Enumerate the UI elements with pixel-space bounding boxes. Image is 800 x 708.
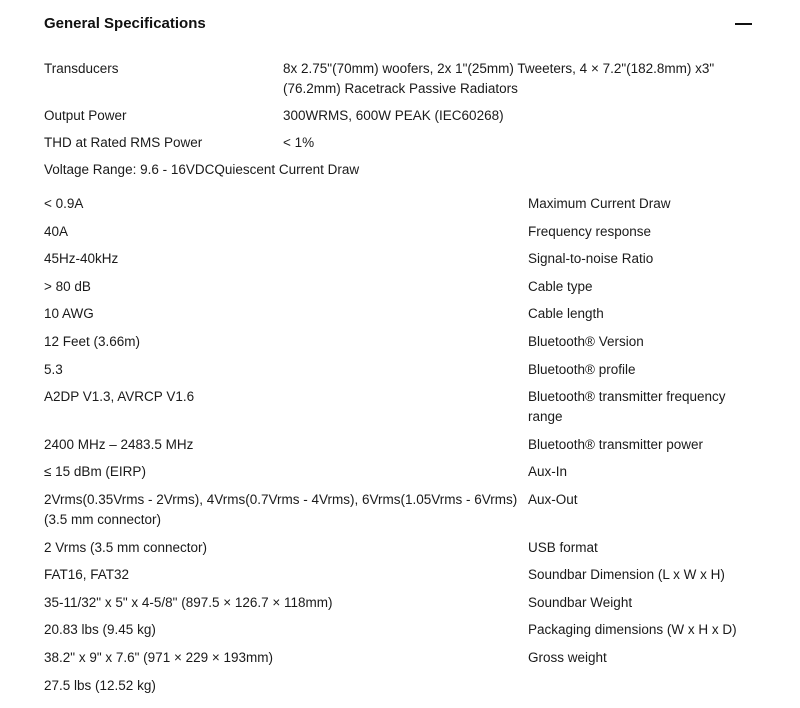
spec-label: Bluetooth® transmitter power	[528, 436, 704, 452]
spec-row	[44, 249, 756, 277]
spec-value: 2 Vrms (3.5 mm connector)	[44, 539, 208, 555]
spec-label: Bluetooth® profile	[528, 361, 636, 377]
spec-value: 10 AWG	[44, 306, 94, 322]
spec-label: Bluetooth® transmitter frequency range	[528, 389, 726, 425]
spec-row	[44, 105, 768, 132]
spec-label: Cable length	[528, 306, 604, 322]
spec-value: ≤ 15 dBm (EIRP)	[44, 464, 146, 480]
spec-row	[44, 538, 756, 566]
spec-table-primary	[44, 58, 768, 186]
spec-value: 5.3	[44, 361, 63, 377]
spec-label: Packaging dimensions (W x H x D)	[528, 622, 737, 638]
spec-value: 300WRMS, 600W PEAK (IEC60268)	[283, 108, 504, 123]
spec-value: 40A	[44, 223, 69, 239]
spec-label: Output Power	[44, 108, 127, 123]
spec-row	[44, 648, 756, 676]
spec-label: Soundbar Weight	[528, 594, 633, 610]
spec-label	[528, 676, 756, 696]
spec-value: 12 Feet (3.66m)	[44, 333, 141, 349]
spec-row	[44, 132, 768, 159]
spec-value: 35-11/32" x 5" x 4-5/8" (897.5 × 126.7 × 118mm)	[44, 594, 333, 610]
spec-label: Transducers	[44, 61, 119, 76]
spec-label: Cable type	[528, 278, 593, 294]
spec-label: Aux-Out	[528, 491, 578, 507]
spec-value: 2400 MHz – 2483.5 MHz	[44, 436, 194, 452]
spec-row	[44, 462, 756, 490]
spec-label: Soundbar Dimension (L x W x H)	[528, 567, 725, 583]
spec-row	[44, 435, 756, 463]
spec-value: 45Hz-40kHz	[44, 251, 119, 267]
spec-row	[44, 360, 756, 388]
spec-section-header[interactable]	[44, 12, 756, 36]
spec-row	[44, 58, 768, 105]
spec-value: > 80 dB	[44, 278, 91, 294]
spec-row	[44, 194, 756, 222]
spec-row	[44, 676, 756, 704]
spec-row	[44, 332, 756, 360]
spec-label: THD at Rated RMS Power	[44, 135, 203, 150]
spec-value: 38.2" x 9" x 7.6" (971 × 229 × 193mm)	[44, 649, 274, 665]
spec-row	[44, 304, 756, 332]
spec-label: Frequency response	[528, 223, 652, 239]
spec-label: Bluetooth® Version	[528, 333, 644, 349]
spec-value: < 0.9A	[44, 196, 84, 211]
section-title: General Specifications	[44, 15, 206, 32]
spec-value: 8x 2.75"(70mm) woofers, 2x 1"(25mm) Tweeters, 4 × 7.2"(182.8mm) x3"(76.2mm) Racetrack Passive Radiators	[283, 61, 715, 96]
spec-table-offset	[44, 194, 756, 703]
spec-label: USB format	[528, 539, 598, 555]
spec-value: < 1%	[283, 135, 315, 150]
spec-row	[44, 277, 756, 305]
spec-label: Aux-In	[528, 464, 568, 480]
spec-label: Gross weight	[528, 649, 607, 665]
spec-label: Signal-to-noise Ratio	[528, 251, 654, 267]
spec-label: Maximum Current Draw	[528, 196, 671, 211]
spec-row	[44, 222, 756, 250]
spec-value: 27.5 lbs (12.52 kg)	[44, 677, 156, 693]
spec-row	[44, 387, 756, 435]
spec-value: 20.83 lbs (9.45 kg)	[44, 622, 156, 638]
voltage-range-line: Voltage Range: 9.6 - 16VDCQuiescent Current Draw	[44, 162, 360, 177]
minus-icon	[735, 23, 752, 25]
spec-row	[44, 593, 756, 621]
spec-value: A2DP V1.3, AVRCP V1.6	[44, 389, 195, 405]
spec-row	[44, 620, 756, 648]
spec-value: 2Vrms(0.35Vrms - 2Vrms), 4Vrms(0.7Vrms - 4Vrms), 6Vrms(1.05Vrms - 6Vrms) (3.5 mm connector)	[44, 491, 518, 527]
collapse-button[interactable]	[730, 12, 756, 36]
spec-row	[44, 565, 756, 593]
spec-row	[44, 490, 756, 538]
spec-value: FAT16, FAT32	[44, 567, 130, 583]
